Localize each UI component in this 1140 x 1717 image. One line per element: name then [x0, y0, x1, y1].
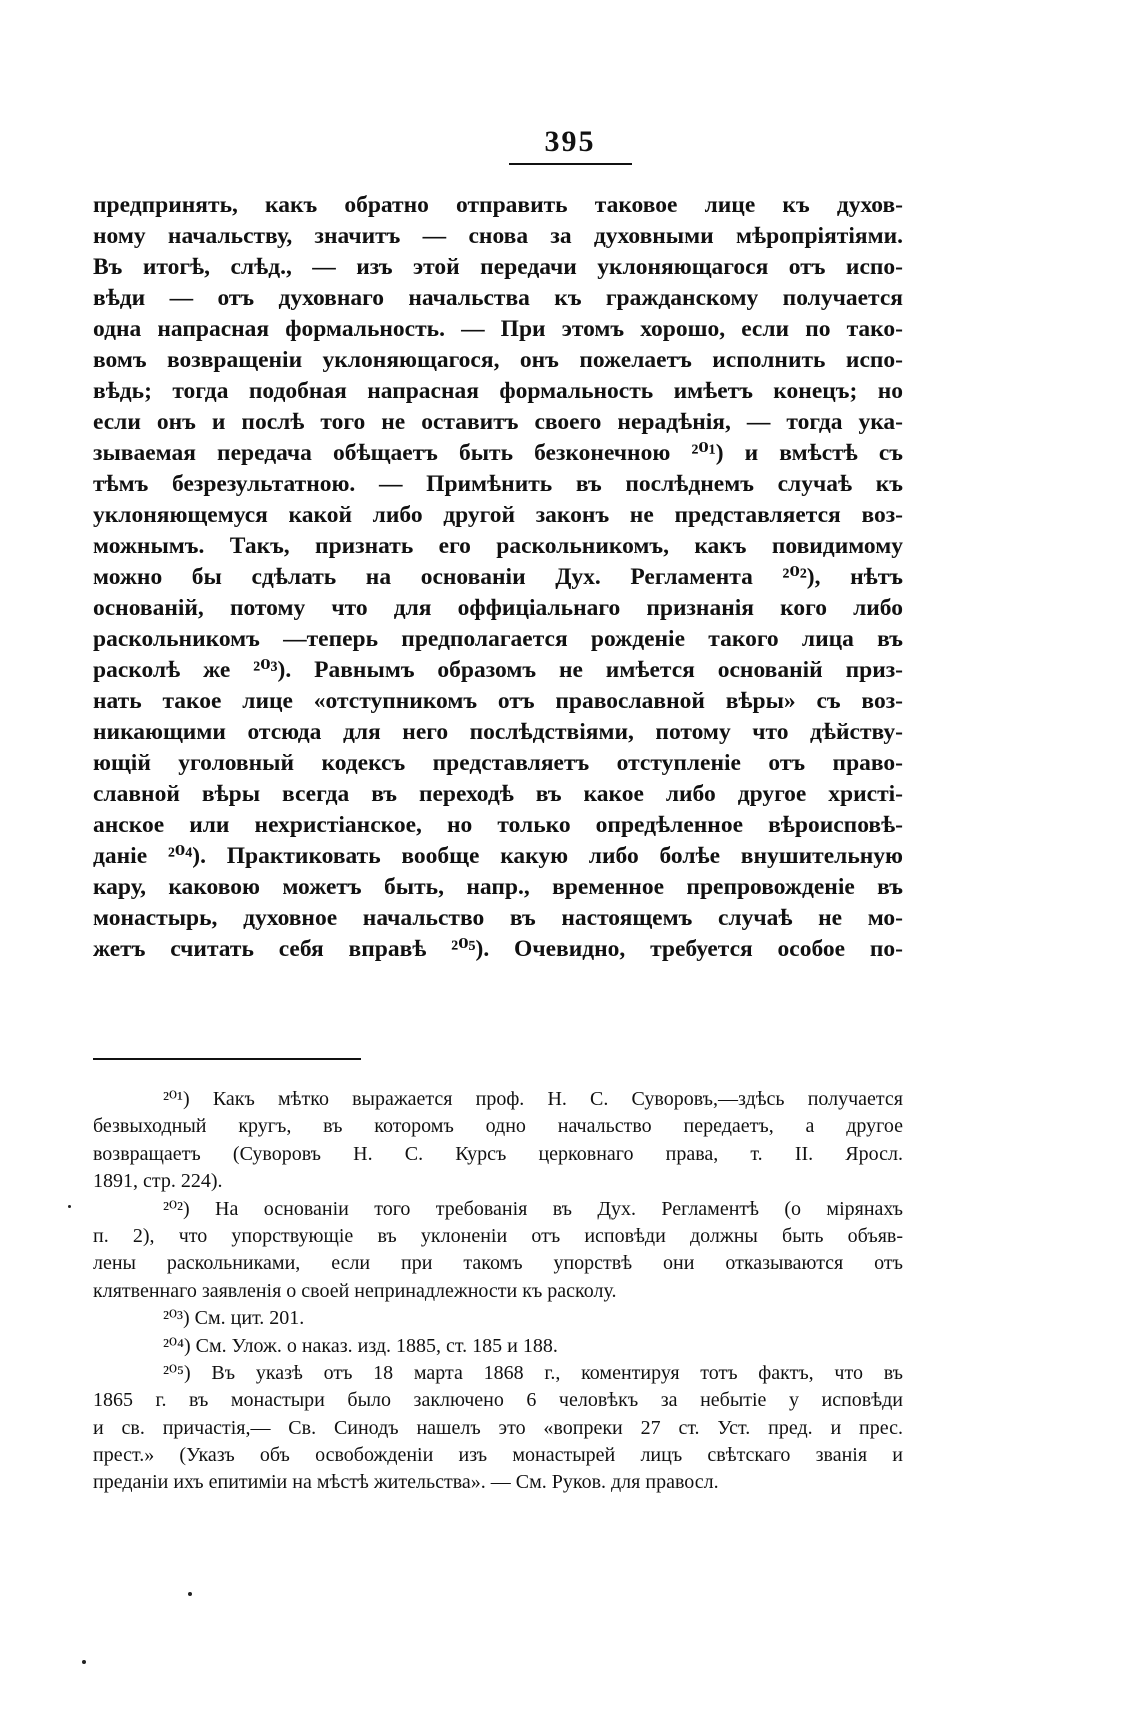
text-line: жетъ считать себя вправѣ ²⁰⁵). Очевидно, требуется особое по-	[93, 936, 903, 962]
footnotes	[93, 1086, 903, 1497]
text-line: расколѣ же ²⁰³). Равнымъ образомъ не имѣется основаній приз-	[93, 657, 903, 683]
text-line: славной вѣры всегда въ переходѣ въ какое либо другое христі-	[93, 781, 903, 807]
text-line: вѣди — отъ духовнаго начальства къ гражданскому получается	[93, 285, 903, 311]
footnote-line: ²⁰¹) Какъ мѣтко выражается проф. Н. С. Суворовъ,—здѣсь получается	[163, 1088, 903, 1110]
footnote-line: и св. причастія,— Св. Синодъ нашелъ это «вопреки 27 ст. Уст. пред. и прес.	[93, 1416, 903, 1439]
text-line: анское или нехристіанское, но только опредѣленное вѣроисповѣ-	[93, 812, 903, 838]
text-line: ному начальству, значитъ — снова за духовными мѣропріятіями.	[93, 223, 903, 249]
text-line: основаній, потому что для оффиціальнаго признанія кого либо	[93, 595, 903, 621]
text-line: тѣмъ безрезультатною. — Примѣнить въ послѣднемъ случаѣ къ	[93, 471, 903, 497]
text-line: ющій уголовный кодексъ представляетъ отступленіе отъ право-	[93, 750, 903, 776]
footnote-line: 1865 г. въ монастыри было заключено 6 человѣкъ за небытіе у исповѣди	[93, 1389, 903, 1412]
text-line: вѣдь; тогда подобная напрасная формальность имѣетъ конецъ; но	[93, 378, 903, 404]
footnote-line: возвращаетъ (Суворовъ Н. С. Курсъ церковнаго права, т. II. Яросл.	[93, 1142, 903, 1165]
text-line: можно бы сдѣлать на основаніи Дух. Регламента ²⁰²), нѣтъ	[93, 564, 903, 590]
footnote-line: прест.» (Указъ объ освобожденіи изъ монастырей лицъ свѣтскаго званія и	[93, 1444, 903, 1467]
footnote-line: п. 2), что упорствующіе въ уклоненіи отъ исповѣди должны быть объяв-	[93, 1224, 903, 1247]
footnote-line: ²⁰²) На основаніи того требованія въ Дух. Регламентѣ (о мірянахъ	[163, 1197, 903, 1220]
footnote-separator	[93, 1058, 361, 1060]
text-line: предпринять, какъ обратно отправить таковое лице къ духов-	[93, 192, 903, 218]
footnote-line: 1891, стр. 224).	[93, 1170, 223, 1193]
footnote-line: клятвеннаго заявленія о своей непринадлежности къ расколу.	[93, 1279, 617, 1302]
text-line: никающими отсюда для него послѣдствіями, потому что дѣйству-	[93, 719, 903, 745]
footnote-line: безвыходный кругъ, въ которомъ одно начальство передаетъ, а другое	[93, 1115, 903, 1138]
footnote-203	[93, 1305, 903, 1332]
footnote-205	[93, 1360, 903, 1497]
main-text	[93, 190, 903, 965]
page-header	[0, 125, 1140, 165]
text-line: можнымъ. Такъ, признать его раскольникомъ, какъ повидимому	[93, 533, 903, 559]
text-line: вомъ возвращеніи уклоняющагося, онъ пожелаетъ исполнить испо-	[93, 347, 903, 373]
text-line: одна напрасная формальность. — При этомъ хорошо, если по тако-	[93, 316, 903, 342]
footnote-line: ²⁰³) См. цит. 201.	[163, 1307, 305, 1330]
text-line: даніе ²⁰⁴). Практиковать вообще какую либо болѣе внушительную	[93, 843, 903, 869]
text-line: нать такое лице «отступникомъ отъ православной вѣры» съ воз-	[93, 688, 903, 714]
text-line: монастырь, духовное начальство въ настоящемъ случаѣ не мо-	[93, 905, 903, 931]
footnote-line: ²⁰⁴) См. Улож. о наказ. изд. 1885, ст. 185 и 188.	[163, 1334, 558, 1357]
footnote-201	[93, 1086, 903, 1196]
text-line: зываемая передача обѣщаетъ быть безконечною ²⁰¹) и вмѣстѣ съ	[93, 440, 903, 466]
text-line: уклоняющемуся какой либо другой законъ не представляется воз-	[93, 502, 903, 528]
scan-speck	[68, 1205, 71, 1208]
footnote-204	[93, 1333, 903, 1360]
text-line: если онъ и послѣ того не оставитъ своего нерадѣнія, — тогда ука-	[93, 409, 903, 435]
page-number: 395	[509, 125, 632, 165]
footnote-line: ²⁰⁵) Въ указѣ отъ 18 марта 1868 г., коментируя тотъ фактъ, что въ	[163, 1361, 903, 1384]
scan-speck	[82, 1660, 86, 1664]
text-line: кару, каковою можетъ быть, напр., временное препровожденіе въ	[93, 874, 903, 900]
footnote-202	[93, 1196, 903, 1306]
text-line: Въ итогѣ, слѣд., — изъ этой передачи уклоняющагося отъ испо-	[93, 254, 903, 280]
text-line: раскольникомъ —теперь предполагается рожденіе такого лица въ	[93, 626, 903, 652]
scan-speck	[188, 1592, 192, 1596]
footnote-line: лены раскольниками, если при такомъ упорствѣ они отказываются отъ	[93, 1252, 903, 1275]
footnote-line: преданіи ихъ епитиміи на мѣстѣ жительства». — См. Руков. для правосл.	[93, 1471, 719, 1494]
